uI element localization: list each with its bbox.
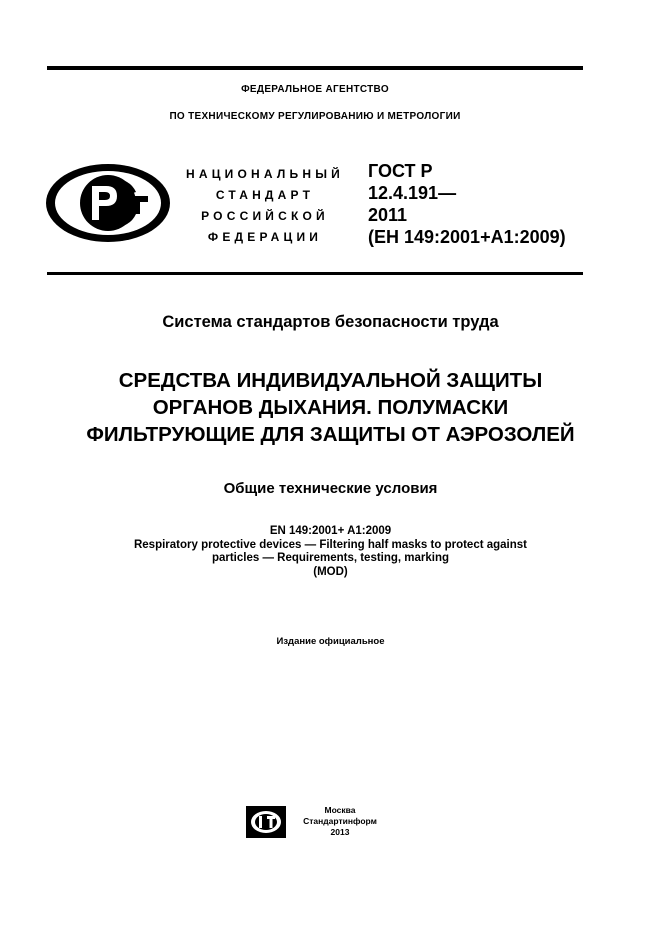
edition-label: Издание официальное [276,636,385,647]
national-standard-line-4: ФЕДЕРАЦИИ [207,230,323,244]
standard-designation [368,160,566,248]
publisher-name: Стандартинформ [303,816,377,826]
publisher-year: 2013 [330,827,350,837]
designation-line-3: 2011 [368,205,408,225]
agency-line-1: ФЕДЕРАЛЬНОЕ АГЕНТСТВО [241,84,389,95]
en-reference [0,525,661,579]
en-reference-line-1: EN 149:2001+ A1:2009 [269,525,392,537]
en-reference-line-3: particles — Requirements, testing, marking [211,552,450,564]
main-title-line-2: ОРГАНОВ ДЫХАНИЯ. ПОЛУМАСКИ [152,396,509,419]
subtitle: Общие технические условия [223,480,438,497]
designation-line-4: (ЕН 149:2001+А1:2009) [368,227,566,247]
national-standard-line-3: РОССИЙСКОЙ [201,209,329,223]
top-rule [47,66,583,70]
en-reference-line-2: Respiratory protective devices — Filtering half masks to protect against [133,538,528,551]
main-title-line-3: ФИЛЬТРУЮЩИЕ ДЛЯ ЗАЩИТЫ ОТ АЭРОЗОЛЕЙ [86,423,575,446]
national-standard-block [175,164,355,248]
publisher-block [300,805,380,838]
national-standard-line-2: СТАНДАРТ [215,188,315,202]
designation-line-2: 12.4.191— [368,183,457,203]
middle-rule [47,272,583,275]
en-reference-line-4: (MOD) [313,565,348,578]
main-title [0,367,661,448]
national-standard-line-1: НАЦИОНАЛЬНЫЙ [185,167,345,181]
designation-line-1: ГОСТ Р [368,161,433,181]
publisher-city: Москва [324,805,356,815]
standartinform-logo [246,806,286,838]
agency-line-2: ПО ТЕХНИЧЕСКОМУ РЕГУЛИРОВАНИЮ И МЕТРОЛОГИИ [169,111,461,122]
rst-certification-logo [44,162,172,244]
main-title-line-1: СРЕДСТВА ИНДИВИДУАЛЬНОЙ ЗАЩИТЫ [118,369,543,392]
system-title: Система стандартов безопасности труда [162,313,499,331]
